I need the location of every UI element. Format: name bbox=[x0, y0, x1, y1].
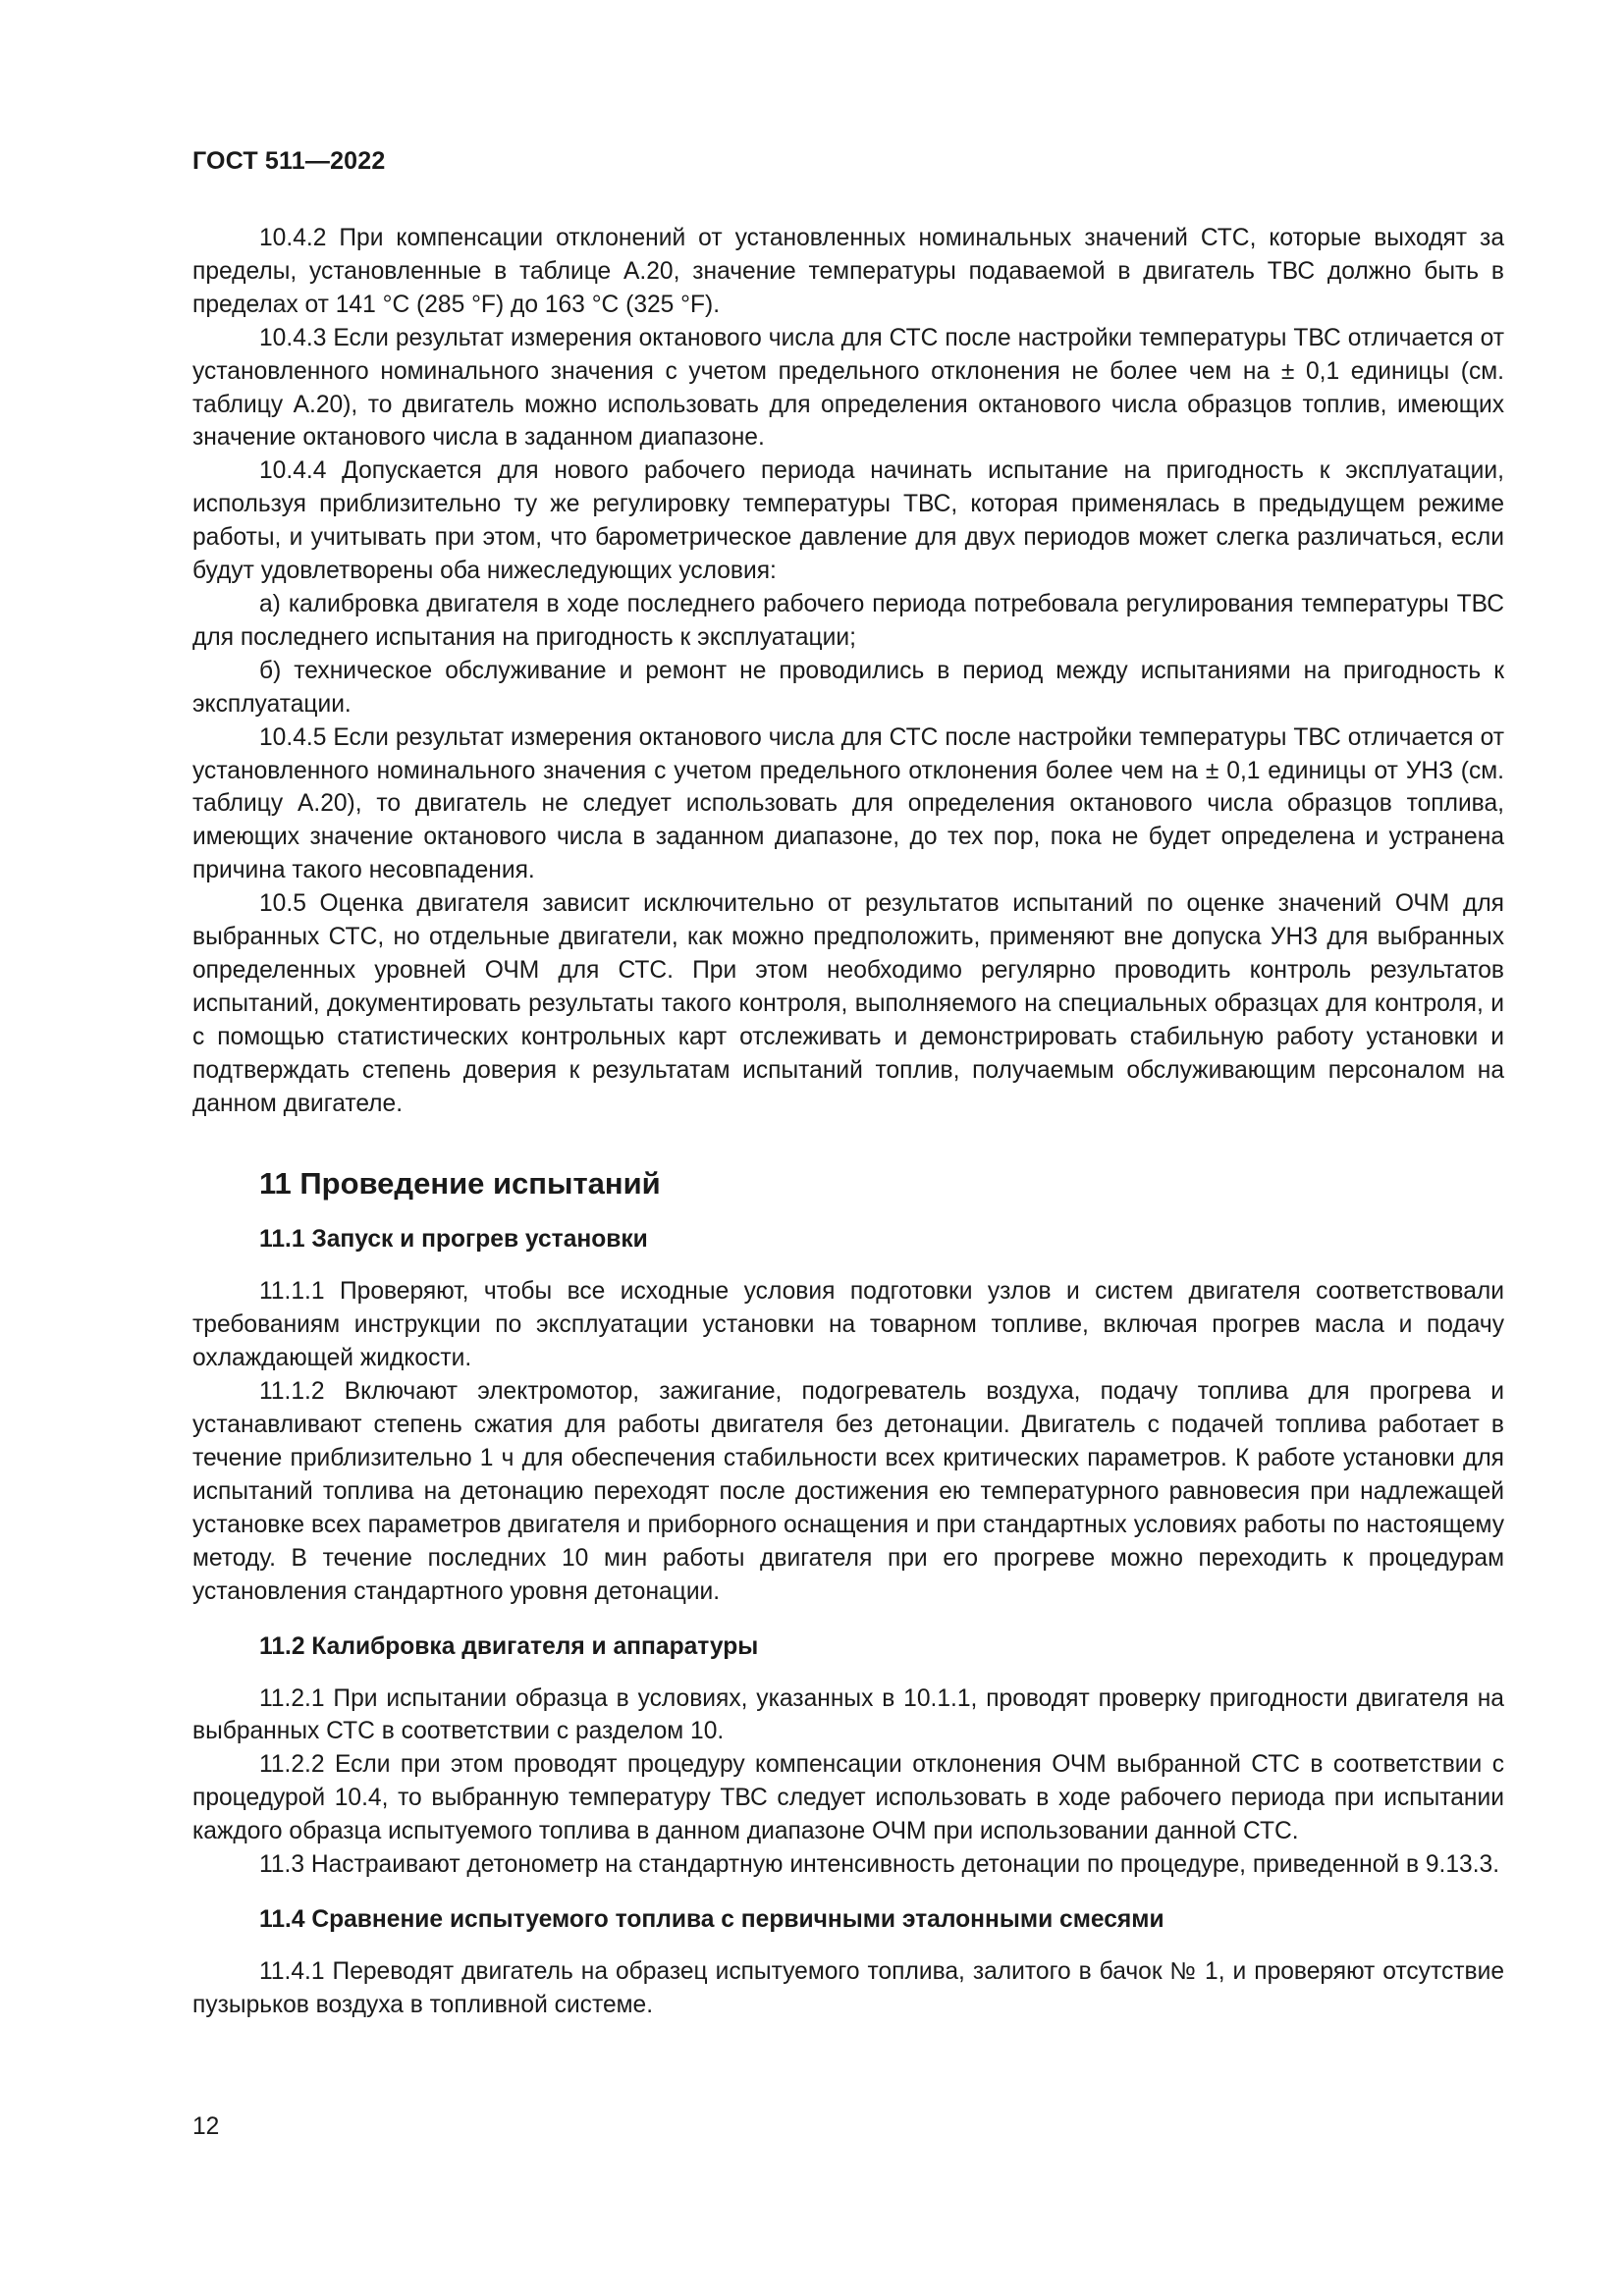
paragraph-11-1-2: 11.1.2 Включают электромотор, зажигание, подогреватель воздуха, подачу топлива для прогрева и устанавливают степень сжатия для работы двигателя без детонации. Двигатель с подачей топлива работает в течение приблизительно 1 ч для обеспечения стабильности всех критических параметров. К работе установки для испытаний топлива на детонацию переходят после достижения ею температурного равновесия при надлежащей установке всех параметров двигателя и приборного оснащения и при стандартных условиях работы по настоящему методу. В течение последних 10 мин работы двигателя при его прогреве можно переходить к процедурам установления стандартного уровня детонации. bbox=[192, 1378, 1504, 1605]
section-heading-11: 11 Проведение испытаний bbox=[259, 1166, 661, 1201]
paragraph-10-4-2: 10.4.2 При компенсации отклонений от установленных номинальных значений СТС, которые выходят за пределы, установленные в таблице А.20, значение температуры подаваемой в двигатель ТВС должно быть в пределах от 141 °С (285 °F) до 163 °С (325 °F). bbox=[192, 225, 1504, 318]
subsection-heading-11-4: 11.4 Сравнение испытуемого топлива с первичными эталонными смесями bbox=[259, 1905, 1164, 1933]
subsection-heading-11-2: 11.2 Калибровка двигателя и аппаратуры bbox=[259, 1632, 759, 1660]
list-item-b: б) техническое обслуживание и ремонт не проводились в период между испытаниями на пригодность к эксплуатации. bbox=[192, 657, 1504, 718]
paragraph-10-4-5: 10.4.5 Если результат измерения октанового числа для СТС после настройки температуры ТВС отличается от установленного номинального значения с учетом предельного отклонения более чем на ± 0,1 единицы от УНЗ (см. таблицу А.20), то двигатель не следует использовать для определения октанового числа образцов топлива, имеющих значение октанового числа в заданном диапазоне, до тех пор, пока не будет определена и устранена причина такого несовпадения. bbox=[192, 723, 1504, 884]
document-header: ГОСТ 511—2022 bbox=[192, 147, 386, 175]
paragraph-11-4-1: 11.4.1 Переводят двигатель на образец испытуемого топлива, залитого в бачок № 1, и проверяют отсутствие пузырьков воздуха в топливной системе. bbox=[192, 1957, 1504, 2018]
paragraph-10-4-3: 10.4.3 Если результат измерения октанового числа для СТС после настройки температуры ТВС отличается от установленного номинального значения с учетом предельного отклонения не более чем на ± 0,1 единицы (см. таблицу А.20), то двигатель можно использовать для определения октанового числа образцов топлив, имеющих значение октанового числа в заданном диапазоне. bbox=[192, 324, 1504, 452]
paragraph-11-3: 11.3 Настраивают детонометр на стандартную интенсивность детонации по процедуре, приведенной в 9.13.3. bbox=[259, 1851, 1500, 1879]
paragraph-11-2-2: 11.2.2 Если при этом проводят процедуру компенсации отклонения ОЧМ выбранной СТС в соответствии с процедурой 10.4, то выбранную температуру ТВС следует использовать в ходе рабочего периода при испытании каждого образца испытуемого топлива в данном диапазоне ОЧМ при использовании данной СТС. bbox=[192, 1751, 1504, 1845]
paragraph-11-2-1: 11.2.1 При испытании образца в условиях, указанных в 10.1.1, проводят проверку пригодности двигателя на выбранных СТС в соответствии с разделом 10. bbox=[192, 1684, 1504, 1745]
document-body bbox=[192, 222, 1504, 2022]
subsection-heading-11-1: 11.1 Запуск и прогрев установки bbox=[259, 1226, 648, 1254]
page-number: 12 bbox=[192, 2113, 220, 2140]
paragraph-10-4-4: 10.4.4 Допускается для нового рабочего периода начинать испытание на пригодность к эксплуатации, используя приблизительно ту же регулировку температуры ТВС, которая применялась в предыдущем режиме работы, и учитывать при этом, что барометрическое давление для двух периодов может слегка различаться, если будут удовлетворены оба нижеследующих условия: bbox=[192, 457, 1504, 585]
paragraph-11-1-1: 11.1.1 Проверяют, чтобы все исходные условия подготовки узлов и систем двигателя соответствовали требованиям инструкции по эксплуатации установки на товарном топливе, включая прогрев масла и подачу охлаждающей жидкости. bbox=[192, 1278, 1504, 1372]
list-item-a: а) калибровка двигателя в ходе последнего рабочего периода потребовала регулирования температуры ТВС для последнего испытания на пригодность к эксплуатации; bbox=[192, 590, 1504, 651]
paragraph-10-5: 10.5 Оценка двигателя зависит исключительно от результатов испытаний по оценке значений ОЧМ для выбранных СТС, но отдельные двигатели, как можно предположить, применяют вне допуска УНЗ для выбранных определенных уровней ОЧМ для СТС. При этом необходимо регулярно проводить контроль результатов испытаний, документировать результаты такого контроля, выполняемого на специальных образцах для контроля, и с помощью статистических контрольных карт отслеживать и демонстрировать стабильную работу установки и подтверждать степень доверия к результатам испытаний топлив, получаемым обслуживающим персоналом на данном двигателе. bbox=[192, 890, 1504, 1117]
